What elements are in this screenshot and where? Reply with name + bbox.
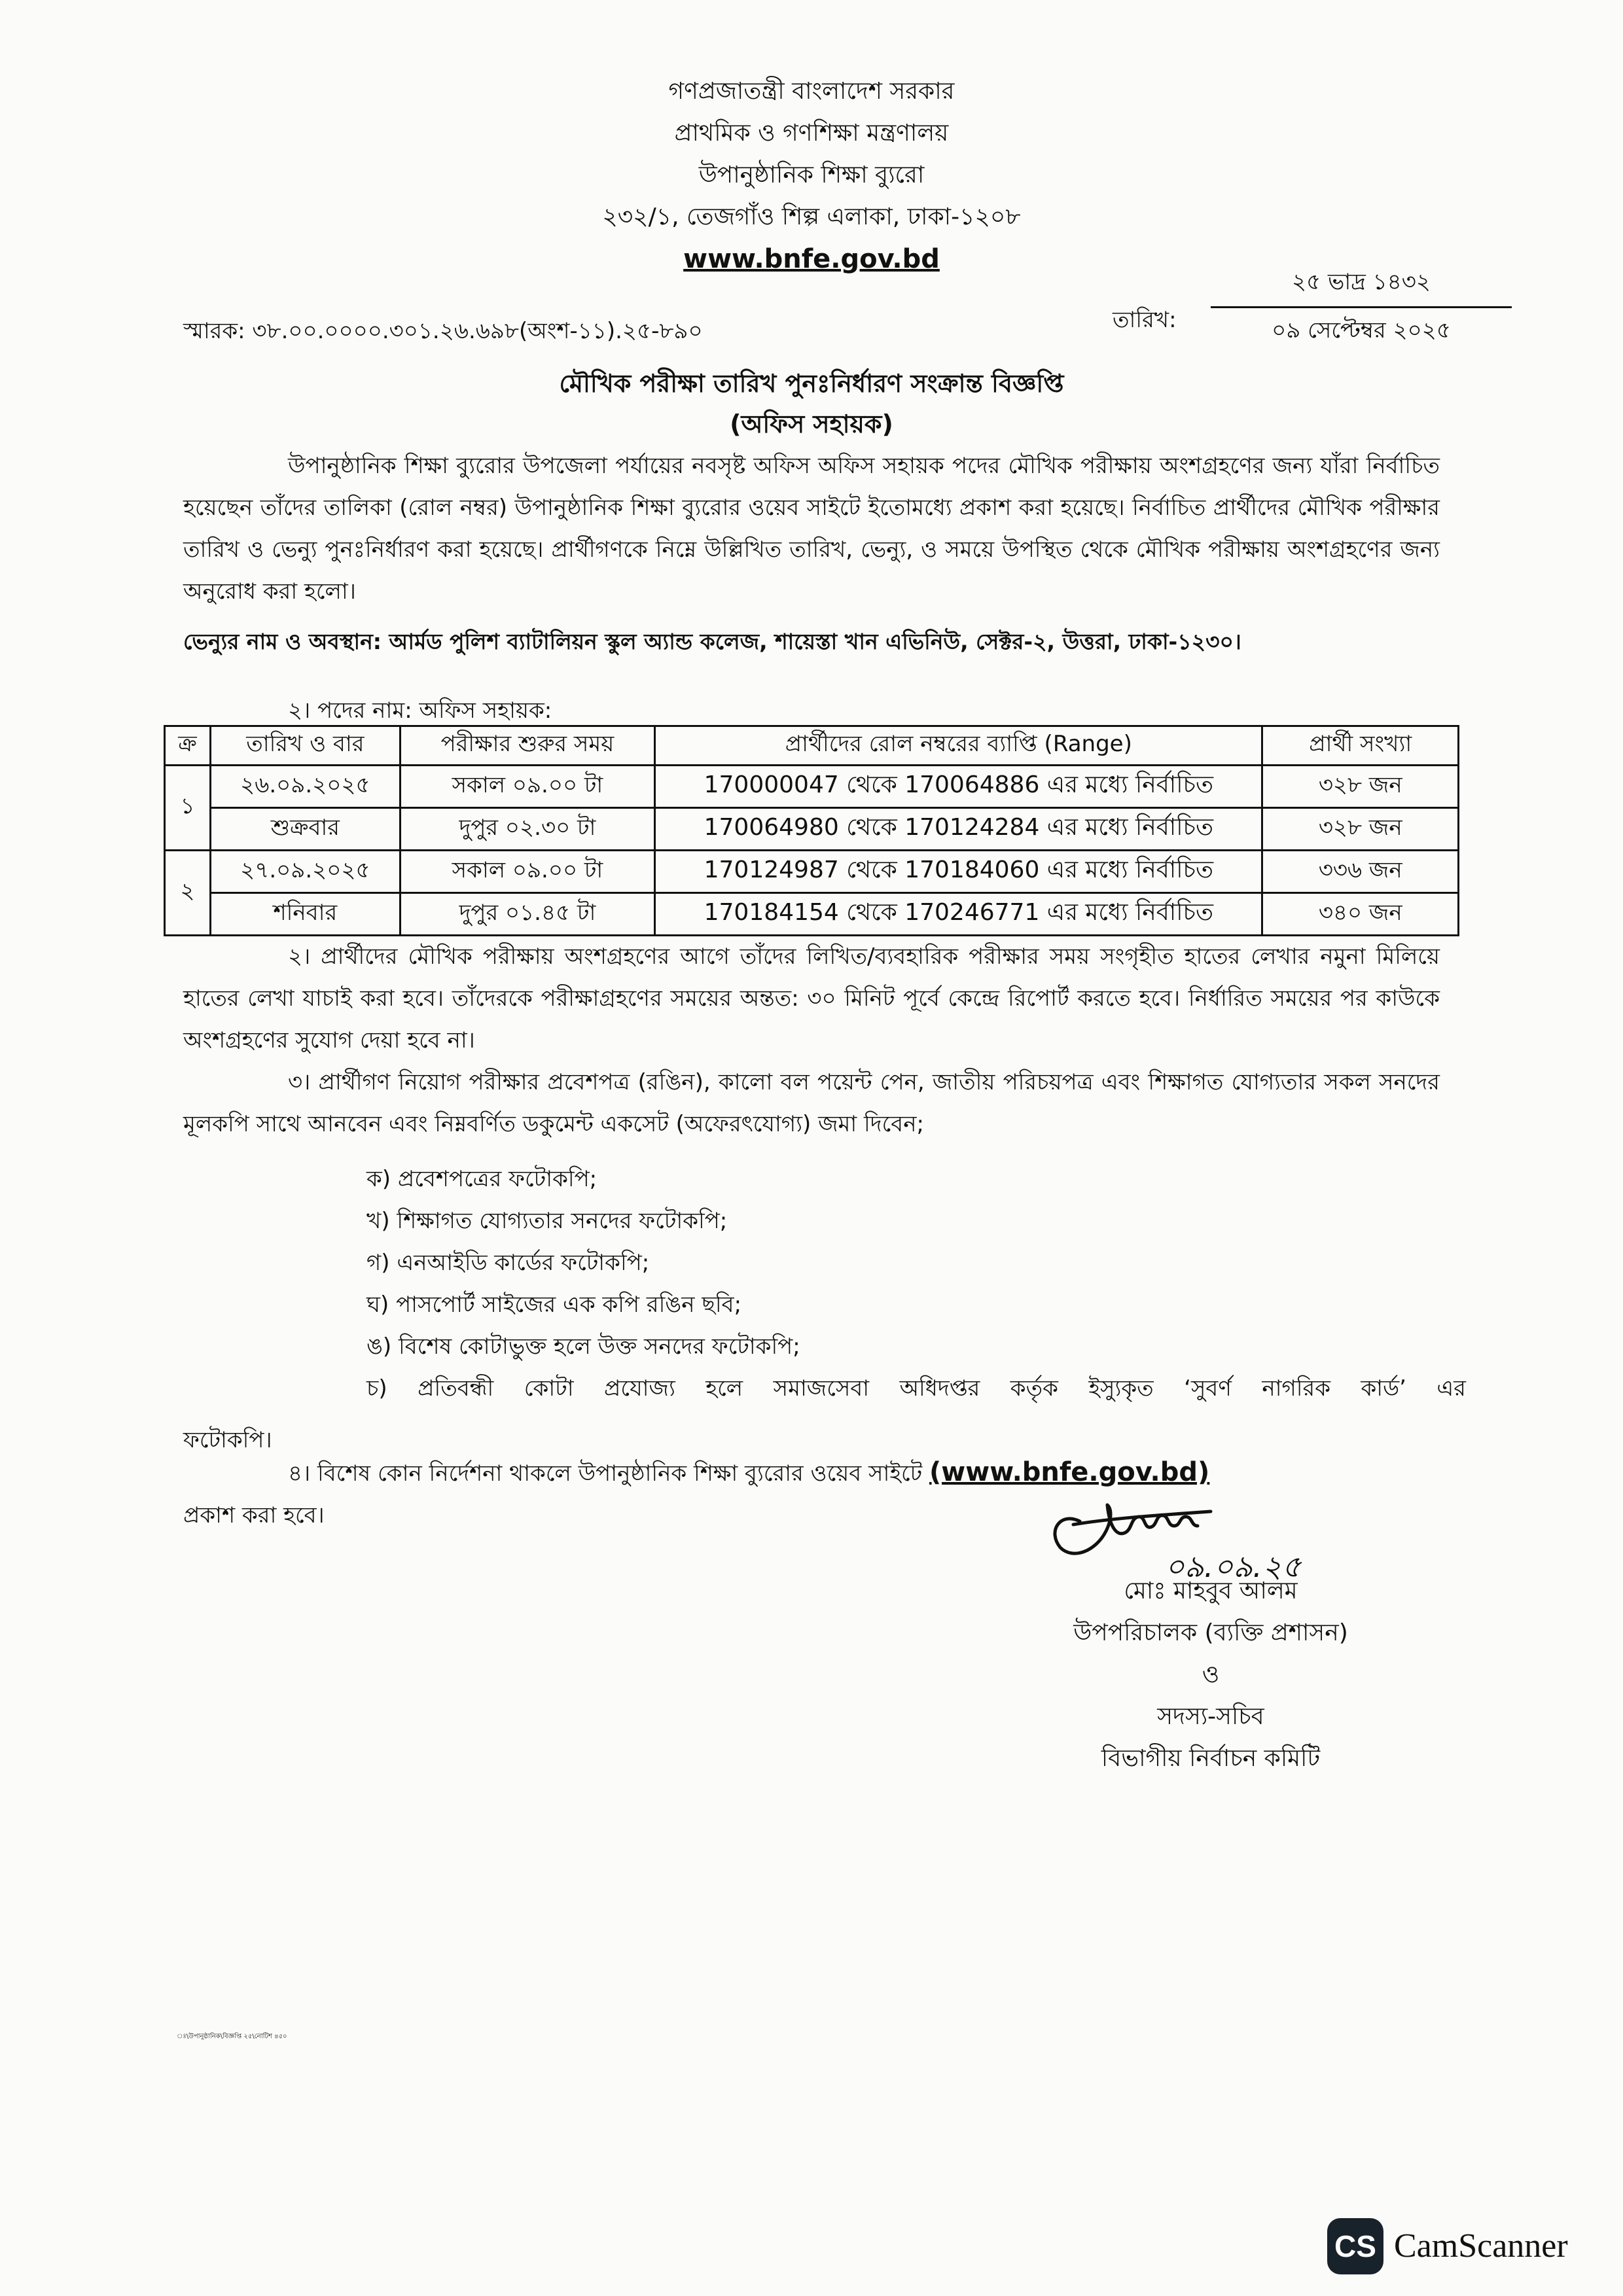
list-item: ঘ) পাসপোর্ট সাইজের এক কপি রঙিন ছবি;: [366, 1292, 742, 1318]
venue-line: ভেন্যুর নাম ও অবস্থান: আর্মড পুলিশ ব্যাটালিয়ন স্কুল অ্যান্ড কলেজ, শায়েস্তা খান এভিনিউ, সেক্টর-২, উত্তরা, ঢাকা-১২৩০।: [183, 629, 1241, 654]
table-row: [165, 808, 1459, 851]
office-address: ২৩২/১, তেজগাঁও শিল্প এলাকা, ঢাকা-১২০৮: [602, 203, 1021, 230]
list-item-continuation: ফটোকপি।: [183, 1427, 272, 1453]
signatory-role: সদস্য-সচিব: [1157, 1703, 1264, 1730]
cell-day: শনিবার: [210, 893, 400, 936]
ministry-name: প্রাথমিক ও গণশিক্ষা মন্ত্রণালয়: [674, 120, 949, 147]
website-notice-text: ৪। বিশেষ কোন নির্দেশনা থাকলে উপানুষ্ঠানিক শিক্ষা ব্যুরোর ওয়েব সাইটে: [288, 1460, 923, 1487]
camscanner-logo-icon: CS: [1327, 2218, 1383, 2274]
cell-range: 170184154 থেকে 170246771 এর মধ্যে নির্বাচিত: [655, 893, 1262, 936]
camscanner-watermark: CamScanner: [1394, 2227, 1568, 2265]
website-notice-end: প্রকাশ করা হবে।: [183, 1502, 325, 1528]
website-link[interactable]: www.bnfe.gov.bd: [683, 244, 940, 274]
cell-serial: ১: [165, 766, 211, 851]
bureau-name: উপানুষ্ঠানিক শিক্ষা ব্যুরো: [698, 162, 925, 188]
signatory-and: ও: [1202, 1661, 1220, 1688]
instructions-block: [183, 936, 1440, 1145]
notice-title: মৌখিক পরীক্ষা তারিখ পুনঃনির্ধারণ সংক্রান্ত বিজ্ঞপ্তি: [559, 369, 1064, 398]
table-row: [165, 851, 1459, 893]
cell-count: ৩২৮ জন: [1262, 808, 1459, 851]
cell-count: ৩২৮ জন: [1262, 766, 1459, 808]
memo-number: স্মারক: ৩৮.০০.০০০০.৩০১.২৬.৬৯৮(অংশ-১১).২৫-৮৯০: [183, 318, 703, 344]
notice-post: (অফিস সহায়ক): [730, 410, 893, 438]
handwriting-verification-paragraph: ২। প্রার্থীদের মৌখিক পরীক্ষায় অংশগ্রহণের আগে তাঁদের লিখিত/ব্যবহারিক পরীক্ষার সময় সংগৃহীত হাতের লেখার নমুনা মিলিয়ে হাতের লেখা যাচাই করা হবে। তাঁদেরকে পরীক্ষাগ্রহণের সময়ের অন্তত: ৩০ মিনিট পূর্বে কেন্দ্রে রিপোর্ট করতে হবে। নির্ধারিত সময়ের পর কাউকে অংশগ্রহণের সুযোগ দেয়া হবে না।: [183, 944, 1440, 1053]
intro-paragraph: উপানুষ্ঠানিক শিক্ষা ব্যুরোর উপজেলা পর্যায়ের নবসৃষ্ট অফিস অফিস সহায়ক পদের মৌখিক পরীক্ষায় অংশগ্রহণের জন্য যাঁরা নির্বাচিত হয়েছেন তাঁদের তালিকা (রোল নম্বর) উপানুষ্ঠানিক শিক্ষা ব্যুরোর ওয়েব সাইটে ইতোমধ্যে প্রকাশ করা হয়েছে। নির্বাচিত প্রার্থীদের মৌখিক পরীক্ষার তারিখ ও ভেন্যু পুনঃনির্ধারণ করা হয়েছে। প্রার্থীগণকে নিম্নে উল্লিখিত তারিখ, ভেন্যু, ও সময়ে উপস্থিত থেকে মৌখিক পরীক্ষায় অংশগ্রহণের জন্য অনুরোধ করা হলো।: [183, 453, 1440, 605]
cell-time: সকাল ০৯.০০ টা: [400, 851, 654, 893]
cell-time: দুপুর ০১.৪৫ টা: [400, 893, 654, 936]
government-name: গণপ্রজাতন্ত্রী বাংলাদেশ সরকার: [668, 78, 955, 105]
cell-date: ২৬.০৯.২০২৫: [210, 766, 400, 808]
date-bangla: ২৫ ভাদ্র ১৪৩২: [1211, 265, 1512, 308]
committee-name: বিভাগীয় নির্বাচন কমিটি: [1101, 1745, 1321, 1772]
cell-count: ৩৩৬ জন: [1262, 851, 1459, 893]
document-list: [366, 1158, 800, 1368]
header-time: পরীক্ষার শুরুর সময়: [400, 726, 654, 766]
table-header-row: [165, 726, 1459, 766]
documents-paragraph: ৩। প্রার্থীগণ নিয়োগ পরীক্ষার প্রবেশপত্র (রঙিন), কালো বল পয়েন্ট পেন, জাতীয় পরিচয়পত্র এবং শিক্ষাগত যোগ্যতার সকল সনদের মূলকপি সাথে আনবেন এবং নিম্নবর্ণিত ডকুমেন্ট একসেট (অফেরৎযোগ্য) জমা দিবেন;: [183, 1069, 1440, 1137]
signatory-block: [916, 1570, 1505, 1780]
cell-date: ২৭.০৯.২০২৫: [210, 851, 400, 893]
list-item: ঙ) বিশেষ কোটাভুক্ত হলে উক্ত সনদের ফটোকপি;: [366, 1333, 800, 1360]
list-item: খ) শিক্ষাগত যোগ্যতার সনদের ফটোকপি;: [366, 1208, 728, 1234]
table-row: [165, 893, 1459, 936]
cell-range: 170064980 থেকে 170124284 এর মধ্যে নির্বাচিত: [655, 808, 1262, 851]
list-item: গ) এনআইডি কার্ডের ফটোকপি;: [366, 1250, 650, 1276]
header-count: প্রার্থী সংখ্যা: [1262, 726, 1459, 766]
header-serial: ক্র: [165, 726, 211, 766]
date-fraction: [1211, 265, 1512, 351]
file-path-footnote: ঃ\উপানুষ্ঠানিক\বিজ্ঞপ্তি ২৫\নোটিশ ৪৫০: [177, 2033, 287, 2040]
cell-serial: ২: [165, 851, 211, 936]
list-item: ক) প্রবেশপত্রের ফটোকপি;: [366, 1166, 597, 1192]
signatory-designation: উপপরিচালক (ব্যক্তি প্রশাসন): [1073, 1619, 1348, 1646]
header-range: প্রার্থীদের রোল নম্বরের ব্যাপ্তি (Range): [655, 726, 1262, 766]
schedule-table: [164, 725, 1459, 936]
letterhead: [0, 71, 1623, 280]
post-name-heading: ২। পদের নাম: অফিস সহায়ক:: [288, 698, 552, 724]
table-row: [165, 766, 1459, 808]
list-item: চ) প্রতিবন্ধী কোটা প্রযোজ্য হলে সমাজসেবা অধিদপ্তর কর্তৃক ইস্যুকৃত ‘সুবর্ণ নাগরিক কার্ড’ এর: [366, 1375, 1466, 1402]
notice-subject: [0, 363, 1623, 444]
cell-range: 170124987 থেকে 170184060 এর মধ্যে নির্বাচিত: [655, 851, 1262, 893]
website-notice-link[interactable]: (www.bnfe.gov.bd): [929, 1457, 1210, 1487]
date-label: তারিখ:: [1113, 307, 1177, 333]
cell-range: 170000047 থেকে 170064886 এর মধ্যে নির্বাচিত: [655, 766, 1262, 808]
header-date: তারিখ ও বার: [210, 726, 400, 766]
cell-day: শুক্রবার: [210, 808, 400, 851]
date-english: ০৯ সেপ্টেম্বর ২০২৫: [1272, 317, 1451, 344]
cell-time: দুপুর ০২.৩০ টা: [400, 808, 654, 851]
signature-date: ০৯.০৯.২৫: [1165, 1549, 1302, 1584]
cell-time: সকাল ০৯.০০ টা: [400, 766, 654, 808]
signatory-name: মোঃ মাহবুব আলম: [1124, 1578, 1298, 1604]
cell-count: ৩৪০ জন: [1262, 893, 1459, 936]
